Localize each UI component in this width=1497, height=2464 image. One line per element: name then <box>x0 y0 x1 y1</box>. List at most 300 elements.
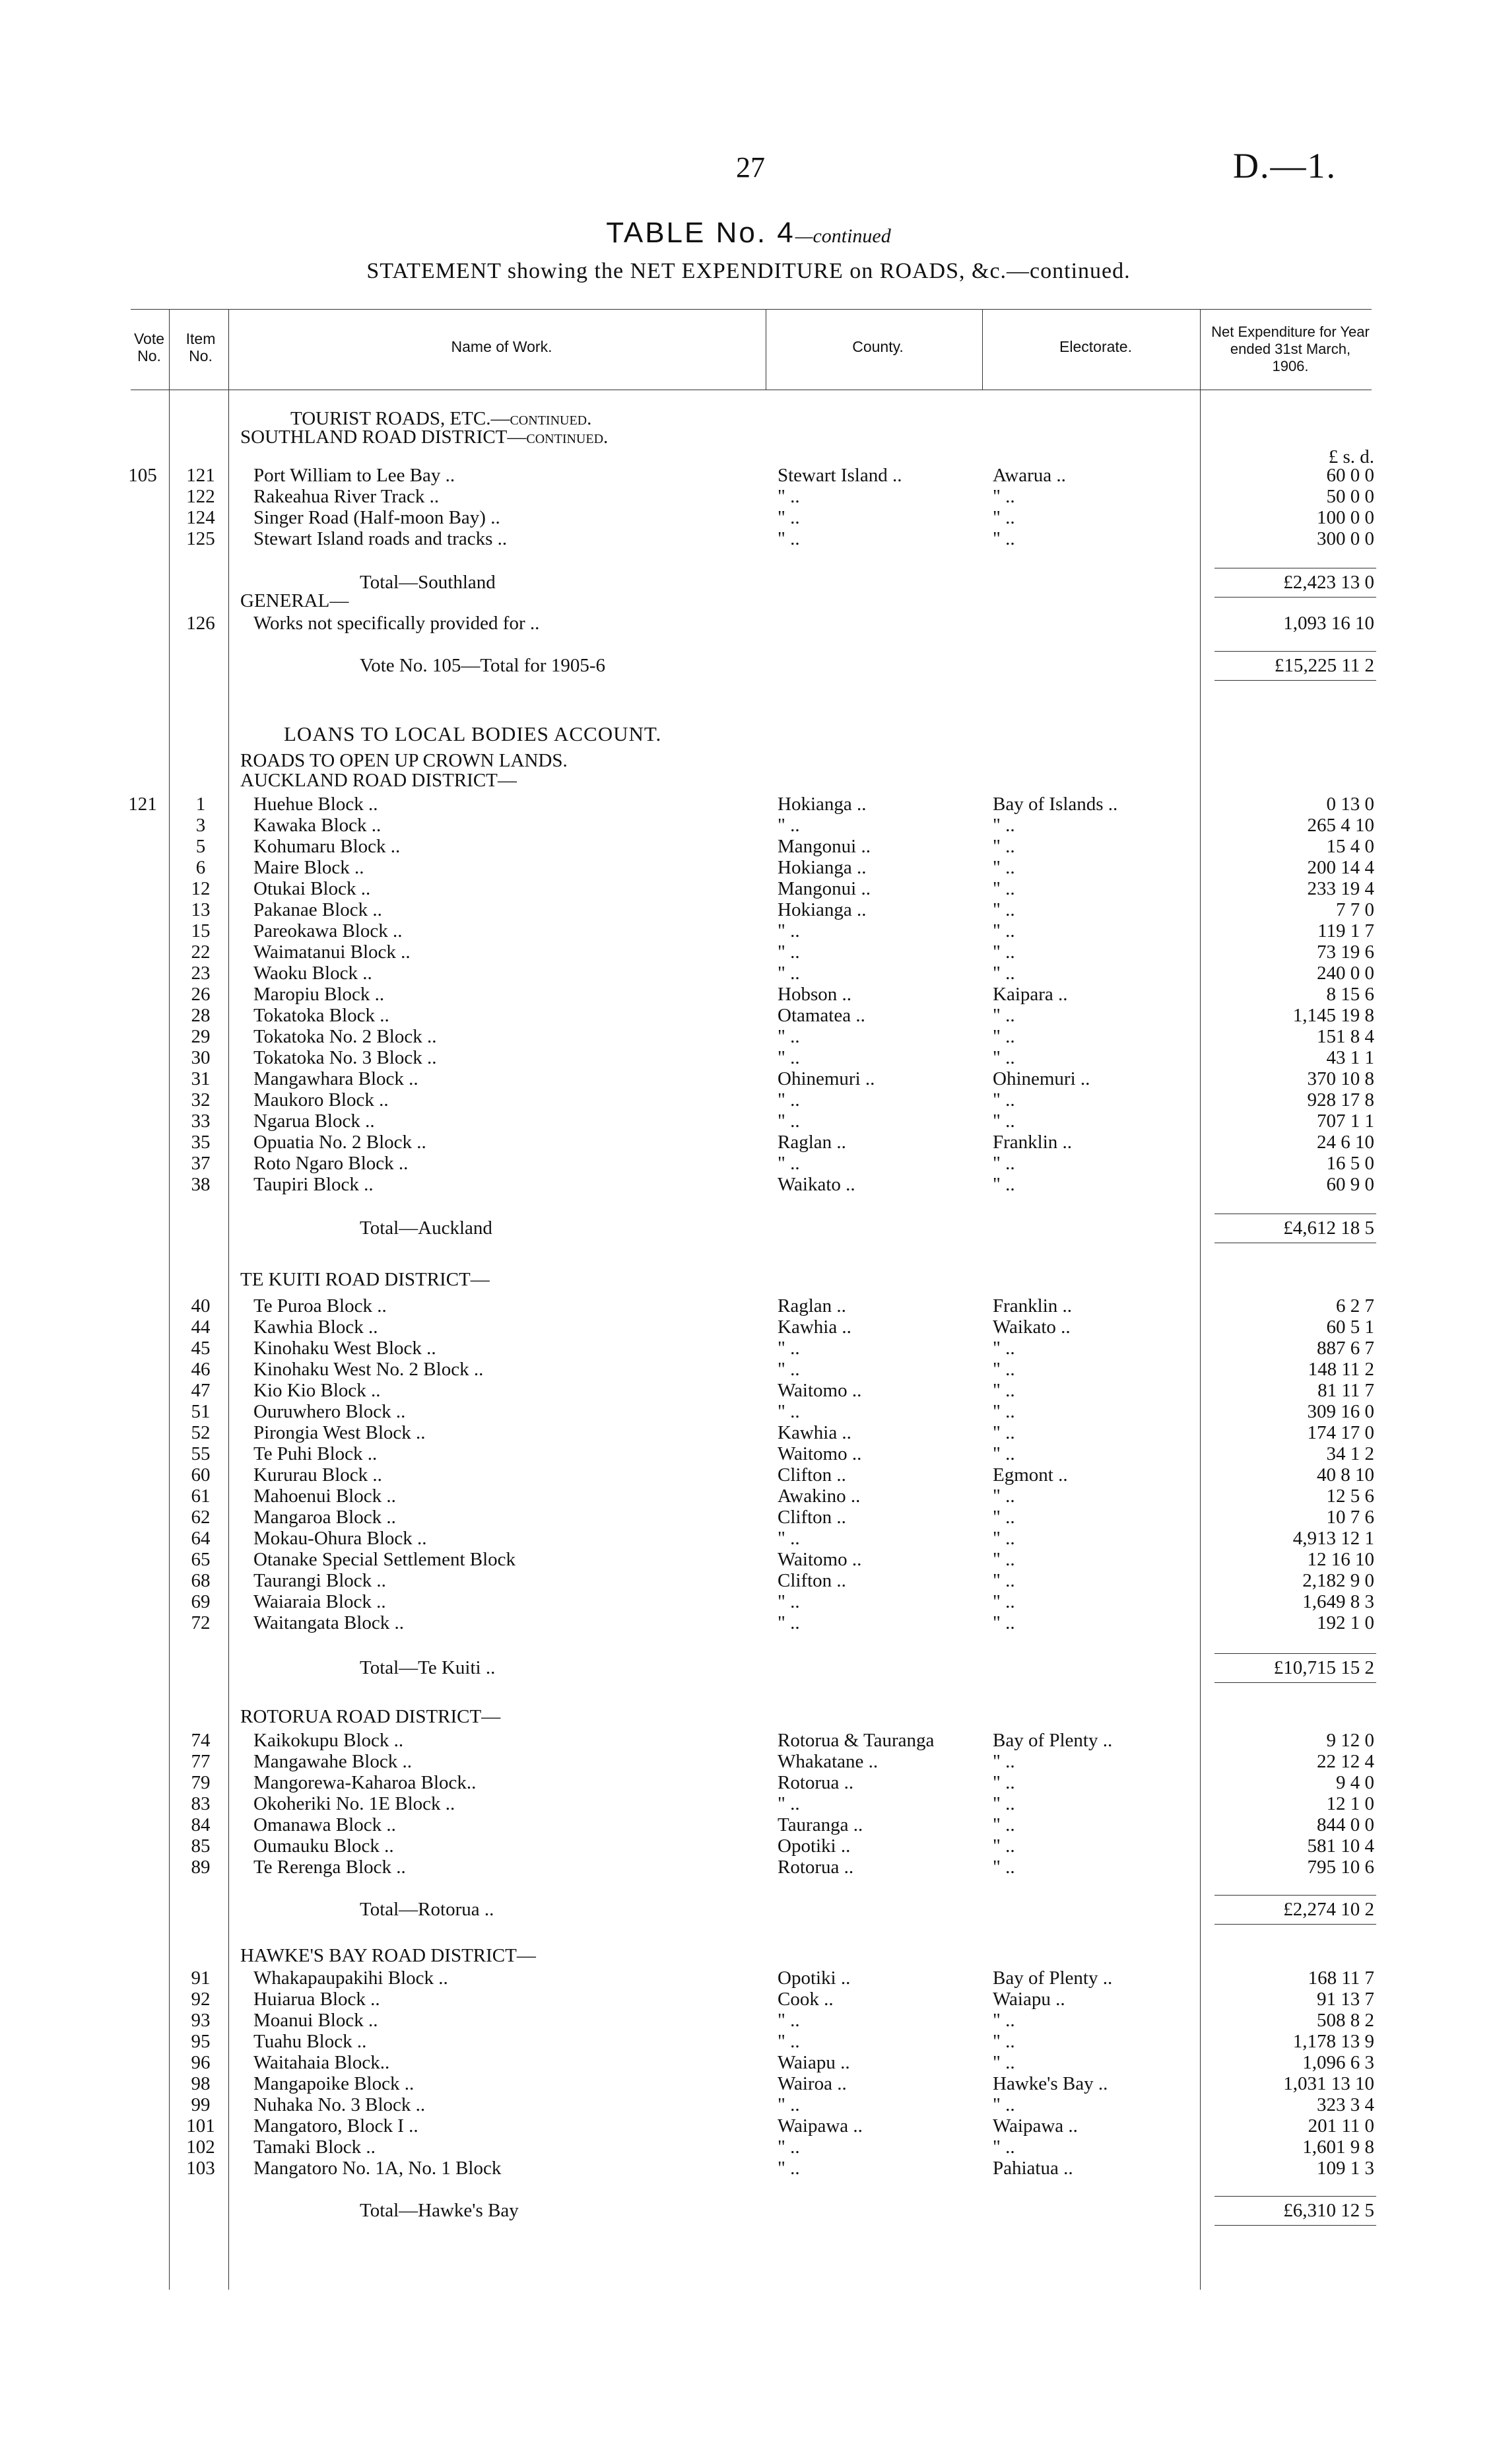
cell-name: Tokatoka No. 3 Block .. <box>253 1047 437 1068</box>
cell-name: Stewart Island roads and tracks .. <box>253 528 508 549</box>
cell-amount: £2,274 10 2 <box>1283 1899 1374 1920</box>
cell-electorate: " .. <box>993 1338 1015 1359</box>
cell-name: Ngarua Block .. <box>253 1111 375 1132</box>
cell-name: Kinohaku West Block .. <box>253 1338 436 1359</box>
cell-name: Huiarua Block .. <box>253 1989 380 2010</box>
total-rule-bottom <box>1214 1682 1376 1683</box>
cell-name: Waiaraia Block .. <box>253 1591 386 1612</box>
cell-county: Wairoa .. <box>778 2073 847 2094</box>
cell-name: Total—Auckland <box>360 1217 492 1239</box>
table-row <box>0 920 1497 941</box>
table-row <box>0 899 1497 920</box>
col-county-header: County. <box>852 338 904 355</box>
cell-amount: 0 13 0 <box>1326 794 1374 815</box>
total-rule-bottom <box>1214 2225 1376 2226</box>
table-subheading-row <box>0 1706 1497 1727</box>
table-row <box>0 1528 1497 1549</box>
cell-name: Pakanae Block .. <box>253 899 382 920</box>
cell-amount: 151 8 4 <box>1317 1026 1374 1047</box>
table-row <box>0 486 1497 507</box>
cell-county: " .. <box>778 1089 800 1111</box>
cell-county: " .. <box>778 1591 800 1612</box>
cell-name: Te Rerenga Block .. <box>253 1857 406 1878</box>
table-row <box>0 528 1497 549</box>
cell-electorate: " .. <box>993 2031 1015 2052</box>
cell-amount: £6,310 12 5 <box>1283 2200 1374 2221</box>
cell-amount: 1,093 16 10 <box>1283 613 1374 634</box>
table-row <box>0 1570 1497 1591</box>
cell-amount: 707 1 1 <box>1317 1111 1374 1132</box>
cell-county: " .. <box>778 1359 800 1380</box>
cell-name: Taurangi Block .. <box>253 1570 386 1591</box>
table-row <box>0 2137 1497 2158</box>
cell-item: 89 <box>191 1857 211 1878</box>
cell-county: Waitomo .. <box>778 1380 862 1401</box>
cell-electorate: Hawke's Bay .. <box>993 2073 1108 2094</box>
cell-amount: 60 5 1 <box>1326 1317 1374 1338</box>
cell-item: 44 <box>191 1317 211 1338</box>
cell-item: 122 <box>186 486 215 507</box>
cell-amount: 9 12 0 <box>1326 1730 1374 1751</box>
header-top-rule <box>131 309 1372 310</box>
cell-name: Waitahaia Block.. <box>253 2052 390 2073</box>
cell-county: Rotorua .. <box>778 1857 854 1878</box>
cell-amount: 91 13 7 <box>1317 1989 1374 2010</box>
table-total-row <box>0 655 1497 676</box>
cell-item: 29 <box>191 1026 211 1047</box>
cell-item: 95 <box>191 2031 211 2052</box>
cell-name: Mangapoike Block .. <box>253 2073 415 2094</box>
cell-name: Rakeahua River Track .. <box>253 486 440 507</box>
cell-name: Mahoenui Block .. <box>253 1486 396 1507</box>
cell-electorate: " .. <box>993 486 1015 507</box>
cell-item: 64 <box>191 1528 211 1549</box>
cell-amount: 887 6 7 <box>1317 1338 1374 1359</box>
table-row <box>0 507 1497 528</box>
cell-amount: 795 10 6 <box>1307 1857 1374 1878</box>
cell-name: Kawaka Block .. <box>253 815 382 836</box>
cell-electorate: Pahiatua .. <box>993 2158 1073 2179</box>
cell-electorate: Bay of Plenty .. <box>993 1968 1113 1989</box>
cell-item: 125 <box>186 528 215 549</box>
cell-county: " .. <box>778 2094 800 2115</box>
cell-county: Mangonui .. <box>778 836 871 857</box>
cell-name: Te Puhi Block .. <box>253 1443 378 1464</box>
table-row <box>0 857 1497 878</box>
cell-item: 23 <box>191 963 211 984</box>
cell-amount: 22 12 4 <box>1317 1751 1374 1772</box>
cell-amount: 300 0 0 <box>1317 528 1374 549</box>
cell-item: 124 <box>186 507 215 528</box>
cell-electorate: " .. <box>993 836 1015 857</box>
cell-county: " .. <box>778 1026 800 1047</box>
cell-name: Taupiri Block .. <box>253 1174 374 1195</box>
cell-electorate: " .. <box>993 1772 1015 1793</box>
table-row <box>0 2094 1497 2115</box>
cell-amount: £2,423 13 0 <box>1283 572 1374 593</box>
cell-electorate: " .. <box>993 1486 1015 1507</box>
cell-amount: £4,612 18 5 <box>1283 1217 1374 1239</box>
cell-item: 84 <box>191 1814 211 1835</box>
cell-county: Waitomo .. <box>778 1443 862 1464</box>
cell-amount: 7 7 0 <box>1336 899 1374 920</box>
cell-item: 55 <box>191 1443 211 1464</box>
cell-electorate: " .. <box>993 1380 1015 1401</box>
cell-county: Stewart Island .. <box>778 465 902 486</box>
cell-amount: 233 19 4 <box>1307 878 1374 899</box>
cell-item: 38 <box>191 1174 211 1195</box>
cell-name: Pirongia West Block .. <box>253 1422 426 1443</box>
cell-county: " .. <box>778 2158 800 2179</box>
cell-item: 15 <box>191 920 211 941</box>
cell-electorate: " .. <box>993 1047 1015 1068</box>
cell-electorate: Waipawa .. <box>993 2115 1078 2137</box>
table-row <box>0 465 1497 486</box>
cell-county: Kawhia .. <box>778 1317 851 1338</box>
table-row <box>0 984 1497 1005</box>
cell-electorate: " .. <box>993 507 1015 528</box>
cell-county: Raglan .. <box>778 1132 846 1153</box>
cell-item: 126 <box>186 613 215 634</box>
table-row <box>0 613 1497 634</box>
cell-county: Opotiki .. <box>778 1968 851 1989</box>
cell-name: Total—Te Kuiti .. <box>360 1657 496 1678</box>
table-row <box>0 1005 1497 1026</box>
cell-amount: 40 8 10 <box>1317 1464 1374 1486</box>
cell-county: Waiapu .. <box>778 2052 850 2073</box>
cell-amount: 192 1 0 <box>1317 1612 1374 1633</box>
cell-electorate: Franklin .. <box>993 1295 1073 1317</box>
cell-amount: 15 4 0 <box>1326 836 1374 857</box>
table-row <box>0 815 1497 836</box>
cell-amount: 1,031 13 10 <box>1283 2073 1374 2094</box>
total-rule-top <box>1214 2196 1376 2197</box>
cell-item: 51 <box>191 1401 211 1422</box>
cell-item: 28 <box>191 1005 211 1026</box>
cell-amount: 9 4 0 <box>1336 1772 1374 1793</box>
cell-electorate: " .. <box>993 1528 1015 1549</box>
cell-name: AUCKLAND ROAD DISTRICT— <box>240 770 517 791</box>
cell-county: " .. <box>778 486 800 507</box>
table-row <box>0 1359 1497 1380</box>
cell-name: Tokatoka No. 2 Block .. <box>253 1026 437 1047</box>
cell-amount: 12 16 10 <box>1307 1549 1374 1570</box>
cell-county: Ohinemuri .. <box>778 1068 875 1089</box>
cell-electorate: " .. <box>993 1835 1015 1857</box>
cell-electorate: " .. <box>993 1443 1015 1464</box>
cell-vote: 121 <box>128 794 157 815</box>
cell-item: 30 <box>191 1047 211 1068</box>
cell-name: Okoheriki No. 1E Block .. <box>253 1793 455 1814</box>
cell-county: Clifton .. <box>778 1570 846 1591</box>
cell-county: " .. <box>778 1111 800 1132</box>
cell-electorate: " .. <box>993 1570 1015 1591</box>
cell-item: 35 <box>191 1132 211 1153</box>
cell-county: Awakino .. <box>778 1486 861 1507</box>
cell-amount: £ s. d. <box>1328 446 1374 467</box>
cell-name: GENERAL— <box>240 590 349 611</box>
cell-electorate: Waikato .. <box>993 1317 1071 1338</box>
cell-county: Whakatane .. <box>778 1751 879 1772</box>
cell-name: Mangorewa-Kaharoa Block.. <box>253 1772 477 1793</box>
col-vote-header: Vote No. <box>133 330 165 364</box>
cell-name: Waoku Block .. <box>253 963 372 984</box>
cell-name: SOUTHLAND ROAD DISTRICT—continued. <box>240 427 609 448</box>
cell-electorate: " .. <box>993 1422 1015 1443</box>
cell-county: Tauranga .. <box>778 1814 863 1835</box>
cell-electorate: " .. <box>993 941 1015 963</box>
cell-amount: 1,601 9 8 <box>1302 2137 1374 2158</box>
cell-amount: 508 8 2 <box>1317 2010 1374 2031</box>
cell-name: Tokatoka Block .. <box>253 1005 389 1026</box>
cell-electorate: " .. <box>993 878 1015 899</box>
cell-amount: 60 9 0 <box>1326 1174 1374 1195</box>
cell-item: 72 <box>191 1612 211 1633</box>
cell-item: 65 <box>191 1549 211 1570</box>
table-row <box>0 836 1497 857</box>
table-row <box>0 1089 1497 1111</box>
cell-county: Opotiki .. <box>778 1835 851 1857</box>
cell-amount: £10,715 15 2 <box>1273 1657 1374 1678</box>
total-rule-top <box>1214 1653 1376 1654</box>
cell-amount: 323 3 4 <box>1317 2094 1374 2115</box>
cell-name: Waitangata Block .. <box>253 1612 404 1633</box>
cell-item: 13 <box>191 899 211 920</box>
cell-amount: 43 1 1 <box>1326 1047 1374 1068</box>
cell-name: Roto Ngaro Block .. <box>253 1153 409 1174</box>
cell-name: Kaikokupu Block .. <box>253 1730 404 1751</box>
cell-name: Oumauku Block .. <box>253 1835 394 1857</box>
cell-county: " .. <box>778 1401 800 1422</box>
cell-name: Tuahu Block .. <box>253 2031 367 2052</box>
cell-electorate: " .. <box>993 1401 1015 1422</box>
cell-county: " .. <box>778 1793 800 1814</box>
table-row <box>0 1026 1497 1047</box>
cell-electorate: " .. <box>993 1814 1015 1835</box>
cell-county: Clifton .. <box>778 1464 846 1486</box>
cell-electorate: Awarua .. <box>993 465 1066 486</box>
table-row <box>0 1772 1497 1793</box>
cell-amount: 60 0 0 <box>1326 465 1374 486</box>
cell-item: 45 <box>191 1338 211 1359</box>
cell-name: Opuatia No. 2 Block .. <box>253 1132 426 1153</box>
cell-name: Otanake Special Settlement Block <box>253 1549 516 1570</box>
table-subheading-row <box>0 427 1497 448</box>
cell-name: Tamaki Block .. <box>253 2137 376 2158</box>
cell-electorate: " .. <box>993 857 1015 878</box>
cell-item: 33 <box>191 1111 211 1132</box>
cell-amount: 1,096 6 3 <box>1302 2052 1374 2073</box>
cell-item: 91 <box>191 1968 211 1989</box>
cell-name: Pareokawa Block .. <box>253 920 403 941</box>
cell-amount: 200 14 4 <box>1307 857 1374 878</box>
cell-name: Maukoro Block .. <box>253 1089 389 1111</box>
cell-amount: 8 15 6 <box>1326 984 1374 1005</box>
cell-amount: 12 5 6 <box>1326 1486 1374 1507</box>
cell-electorate: " .. <box>993 1359 1015 1380</box>
cell-amount: 265 4 10 <box>1307 815 1374 836</box>
cell-amount: 24 6 10 <box>1317 1132 1374 1153</box>
table-row <box>0 941 1497 963</box>
cell-name: Kinohaku West No. 2 Block .. <box>253 1359 484 1380</box>
cell-amount: 581 10 4 <box>1307 1835 1374 1857</box>
cell-item: 101 <box>186 2115 215 2137</box>
cell-name: Total—Rotorua .. <box>360 1899 494 1920</box>
table-row <box>0 1751 1497 1772</box>
table-subheading-row <box>0 1945 1497 1966</box>
cell-amount: 240 0 0 <box>1317 963 1374 984</box>
cell-name: Waimatanui Block .. <box>253 941 411 963</box>
cell-county: Waitomo .. <box>778 1549 862 1570</box>
cell-electorate: " .. <box>993 815 1015 836</box>
col-name-header: Name of Work. <box>451 338 552 355</box>
table-row <box>0 1486 1497 1507</box>
table-row <box>0 1612 1497 1633</box>
table-total-row <box>0 1899 1497 1920</box>
cell-item: 96 <box>191 2052 211 2073</box>
cell-county: " .. <box>778 1153 800 1174</box>
cell-county: " .. <box>778 2010 800 2031</box>
table-row <box>0 1464 1497 1486</box>
cell-item: 69 <box>191 1591 211 1612</box>
total-rule-bottom <box>1214 680 1376 681</box>
table-row <box>0 1835 1497 1857</box>
cell-county: Raglan .. <box>778 1295 846 1317</box>
table-row <box>0 1111 1497 1132</box>
cell-electorate: " .. <box>993 1612 1015 1633</box>
cell-name: Total—Hawke's Bay <box>360 2200 519 2221</box>
cell-amount: 6 2 7 <box>1336 1295 1374 1317</box>
cell-county: " .. <box>778 2031 800 2052</box>
cell-name: Total—Southland <box>360 572 496 593</box>
cell-name: TOURIST ROADS, ETC.—continued. <box>290 408 592 429</box>
cell-amount: 168 11 7 <box>1308 1968 1374 1989</box>
cell-name: Port William to Lee Bay .. <box>253 465 455 486</box>
table-row <box>0 2073 1497 2094</box>
cell-county: Hokianga .. <box>778 899 867 920</box>
cell-item: 68 <box>191 1570 211 1591</box>
cell-name: Omanawa Block .. <box>253 1814 396 1835</box>
cell-item: 99 <box>191 2094 211 2115</box>
table-section-row <box>0 724 1497 745</box>
cell-electorate: " .. <box>993 1793 1015 1814</box>
cell-name: Whakapaupakihi Block .. <box>253 1968 448 1989</box>
table-row <box>0 1814 1497 1835</box>
cell-name: HAWKE'S BAY ROAD DISTRICT— <box>240 1945 536 1966</box>
cell-amount: 119 1 7 <box>1317 920 1374 941</box>
cell-name: Huehue Block .. <box>253 794 378 815</box>
cell-item: 22 <box>191 941 211 963</box>
cell-item: 77 <box>191 1751 211 1772</box>
table-row <box>0 1401 1497 1422</box>
cell-amount: 1,649 8 3 <box>1302 1591 1374 1612</box>
cell-item: 5 <box>195 836 206 857</box>
cell-amount: 844 0 0 <box>1317 1814 1374 1835</box>
table-row <box>0 878 1497 899</box>
total-rule-top <box>1214 651 1376 652</box>
cell-county: " .. <box>778 1612 800 1633</box>
table-row <box>0 1047 1497 1068</box>
cell-electorate: Waiapu .. <box>993 1989 1065 2010</box>
table-subheading-row <box>0 770 1497 791</box>
cell-county: " .. <box>778 920 800 941</box>
cell-electorate: " .. <box>993 1857 1015 1878</box>
cell-name: Kohumaru Block .. <box>253 836 401 857</box>
cell-amount: 100 0 0 <box>1317 507 1374 528</box>
cell-county: Waikato .. <box>778 1174 855 1195</box>
cell-county: Hokianga .. <box>778 857 867 878</box>
table-row <box>0 1295 1497 1317</box>
cell-county: Otamatea .. <box>778 1005 865 1026</box>
table-subheading-row <box>0 750 1497 771</box>
cell-name: ROADS TO OPEN UP CROWN LANDS. <box>240 750 568 771</box>
table-row <box>0 1968 1497 1989</box>
cell-amount: 109 1 3 <box>1317 2158 1374 2179</box>
table-subheading-row <box>0 1269 1497 1290</box>
cell-electorate: " .. <box>993 1026 1015 1047</box>
cell-amount: 34 1 2 <box>1326 1443 1374 1464</box>
table-row <box>0 2010 1497 2031</box>
cell-item: 26 <box>191 984 211 1005</box>
total-rule-top <box>1214 1895 1376 1896</box>
cell-amount: 50 0 0 <box>1326 486 1374 507</box>
cell-name: Mokau-Ohura Block .. <box>253 1528 427 1549</box>
total-rule-bottom <box>1214 1924 1376 1925</box>
col-item-header: Item No. <box>185 330 216 364</box>
county-column-rule <box>982 309 983 390</box>
table-row <box>0 1591 1497 1612</box>
cell-name: Te Puroa Block .. <box>253 1295 387 1317</box>
table-row <box>0 2158 1497 2179</box>
cell-electorate: " .. <box>993 899 1015 920</box>
cell-county: " .. <box>778 507 800 528</box>
cell-item: 93 <box>191 2010 211 2031</box>
cell-name: Ouruwhero Block .. <box>253 1401 406 1422</box>
cell-electorate: " .. <box>993 963 1015 984</box>
cell-county: Rotorua & Tauranga <box>778 1730 935 1751</box>
cell-name: Moanui Block .. <box>253 2010 378 2031</box>
cell-item: 12 <box>191 878 211 899</box>
cell-name: Vote No. 105—Total for 1905-6 <box>360 655 605 676</box>
table-row <box>0 794 1497 815</box>
cell-item: 46 <box>191 1359 211 1380</box>
cell-electorate: " .. <box>993 920 1015 941</box>
cell-county: " .. <box>778 963 800 984</box>
cell-electorate: Bay of Islands .. <box>993 794 1118 815</box>
table-total-row <box>0 2200 1497 2221</box>
table-total-row <box>0 1217 1497 1239</box>
table-row <box>0 1507 1497 1528</box>
cell-amount: 10 7 6 <box>1326 1507 1374 1528</box>
cell-amount: 309 16 0 <box>1307 1401 1374 1422</box>
cell-county: " .. <box>778 941 800 963</box>
cell-amount: 370 10 8 <box>1307 1068 1374 1089</box>
cell-name: Nuhaka No. 3 Block .. <box>253 2094 426 2115</box>
table-row <box>0 963 1497 984</box>
cell-electorate: Franklin .. <box>993 1132 1073 1153</box>
cell-name: Kururau Block .. <box>253 1464 382 1486</box>
cell-electorate: " .. <box>993 528 1015 549</box>
cell-county: Waipawa .. <box>778 2115 863 2137</box>
cell-county: " .. <box>778 2137 800 2158</box>
cell-item: 47 <box>191 1380 211 1401</box>
cell-item: 92 <box>191 1989 211 2010</box>
cell-name: ROTORUA ROAD DISTRICT— <box>240 1706 501 1727</box>
table-row <box>0 2031 1497 2052</box>
cell-county: Hobson .. <box>778 984 851 1005</box>
statement-title: STATEMENT showing the NET EXPENDITURE on ROADS, &c.—continued. <box>366 259 1131 283</box>
cell-item: 6 <box>195 857 206 878</box>
